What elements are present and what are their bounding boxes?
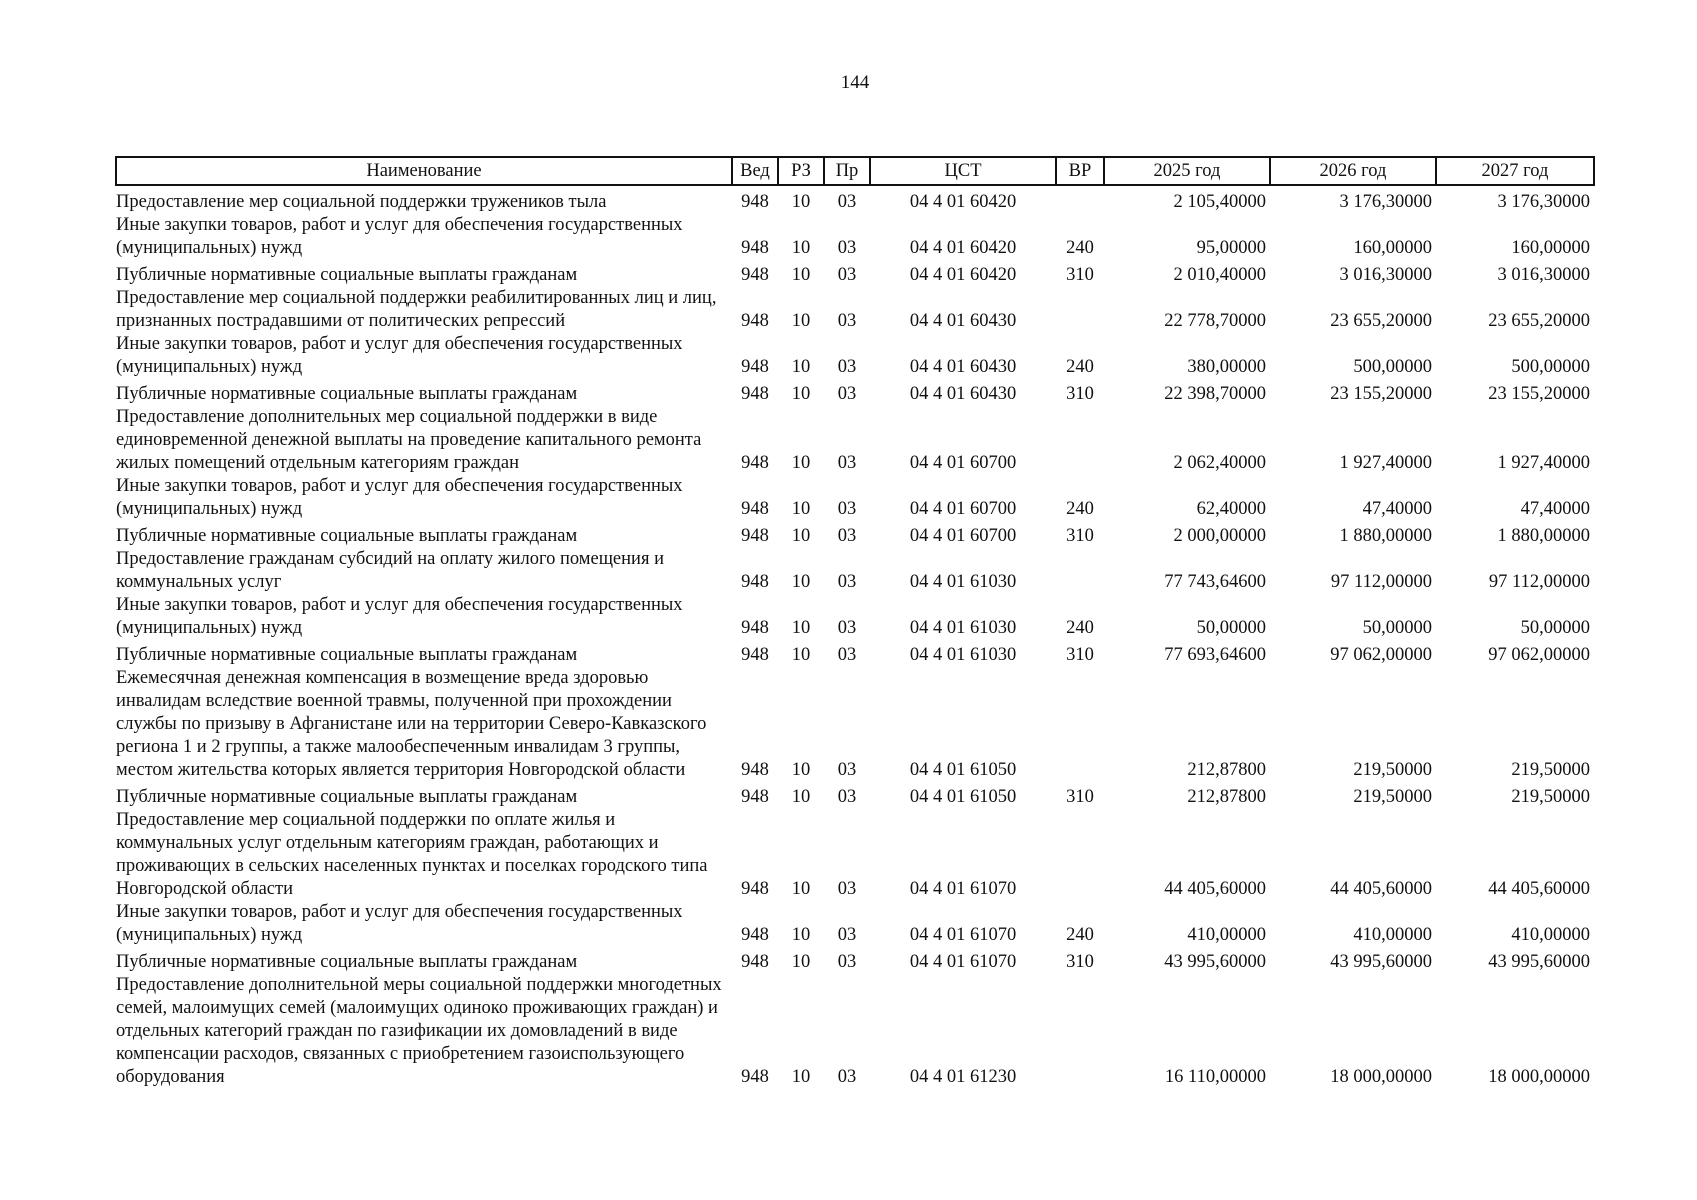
table-row	[116, 640, 1594, 667]
cell-2026: 3 016,30000	[1339, 265, 1432, 285]
table-row	[116, 379, 1594, 406]
cell-cst: 04 4 01 61030	[909, 645, 1017, 665]
cell-rz: 10	[791, 787, 811, 807]
cell-name: Публичные нормативные социальные выплаты гражданам	[116, 952, 578, 972]
cell-2027: 160,00000	[1511, 238, 1590, 258]
cell-vr	[1056, 667, 1104, 782]
cell-vr: 310	[1066, 265, 1094, 285]
cell-ved: 948	[741, 357, 769, 377]
cell-2026: 47,40000	[1362, 499, 1432, 519]
cell-2027: 47,40000	[1520, 499, 1590, 519]
cell-2027: 23 655,20000	[1488, 311, 1590, 331]
cell-name: Иные закупки товаров, работ и услуг для обеспечения государственных (муниципальных) нужд	[116, 476, 683, 519]
table-body	[116, 185, 1594, 1089]
cell-2026: 3 176,30000	[1339, 192, 1432, 212]
table-row	[116, 548, 1594, 594]
table-row	[116, 333, 1594, 379]
cell-2026: 23 655,20000	[1330, 311, 1432, 331]
cell-2025: 2 010,40000	[1173, 265, 1266, 285]
cell-cst: 04 4 01 61070	[909, 879, 1017, 899]
cell-rz: 10	[791, 645, 811, 665]
cell-2027: 18 000,00000	[1488, 1067, 1590, 1087]
cell-name: Предоставление дополнительных мер социальной поддержки в виде единовременной денежной выплаты на проведение капитального ремонта жилых помещений отдельным категориям граждан	[116, 407, 702, 473]
cell-2025: 2 000,00000	[1173, 526, 1266, 546]
cell-pr: 03	[837, 645, 857, 665]
cell-2026: 1 880,00000	[1339, 526, 1432, 546]
cell-vr: 240	[1066, 618, 1094, 638]
cell-2026: 160,00000	[1353, 238, 1432, 258]
cell-vr	[1056, 287, 1104, 333]
cell-name: Иные закупки товаров, работ и услуг для обеспечения государственных (муниципальных) нужд	[116, 215, 683, 258]
cell-2027: 3 016,30000	[1497, 265, 1590, 285]
cell-name: Публичные нормативные социальные выплаты гражданам	[116, 645, 578, 665]
cell-2025: 62,40000	[1196, 499, 1266, 519]
cell-2025: 212,87800	[1187, 760, 1266, 780]
header-2026: 2026 год	[1270, 157, 1436, 185]
cell-cst: 04 4 01 61030	[909, 572, 1017, 592]
table-row	[116, 521, 1594, 548]
cell-2026: 97 062,00000	[1330, 645, 1432, 665]
cell-name: Предоставление мер социальной поддержки тружеников тыла	[116, 192, 607, 212]
cell-name: Предоставление дополнительной меры социальной поддержки многодетных семей, малоимущих семей (малоимущих одиноко проживающих граждан) и отдельных категорий граждан по газификации их домовладений в виде компенсации расходов, связанных с приобретением газоиспользующего оборудования	[116, 975, 722, 1087]
cell-rz: 10	[791, 192, 811, 212]
cell-2027: 44 405,60000	[1488, 879, 1590, 899]
cell-2027: 3 176,30000	[1497, 192, 1590, 212]
cell-2027: 23 155,20000	[1488, 384, 1590, 404]
cell-name: Иные закупки товаров, работ и услуг для обеспечения государственных (муниципальных) нужд	[116, 595, 683, 638]
cell-vr: 310	[1066, 952, 1094, 972]
cell-pr: 03	[837, 192, 857, 212]
cell-cst: 04 4 01 60430	[909, 311, 1017, 331]
cell-name: Публичные нормативные социальные выплаты гражданам	[116, 787, 578, 807]
cell-2026: 219,50000	[1353, 787, 1432, 807]
cell-vr: 310	[1066, 787, 1094, 807]
header-2025: 2025 год	[1104, 157, 1270, 185]
cell-ved: 948	[741, 384, 769, 404]
cell-pr: 03	[837, 618, 857, 638]
cell-2025: 43 995,60000	[1164, 952, 1266, 972]
table-row	[116, 947, 1594, 974]
cell-pr: 03	[837, 1067, 857, 1087]
cell-ved: 948	[741, 925, 769, 945]
cell-2025: 50,00000	[1196, 618, 1266, 638]
cell-vr: 240	[1066, 238, 1094, 258]
cell-2027: 97 112,00000	[1488, 572, 1590, 592]
cell-name: Предоставление гражданам субсидий на оплату жилого помещения и коммунальных услуг	[116, 549, 664, 592]
cell-ved: 948	[741, 618, 769, 638]
cell-name: Предоставление мер социальной поддержки реабилитированных лиц и лиц, признанных пострадавшими от политических репрессий	[116, 288, 717, 331]
header-cst: ЦСТ	[870, 157, 1056, 185]
cell-ved: 948	[741, 879, 769, 899]
cell-cst: 04 4 01 61070	[909, 925, 1017, 945]
table-row	[116, 214, 1594, 260]
cell-2027: 97 062,00000	[1488, 645, 1590, 665]
cell-ved: 948	[741, 760, 769, 780]
cell-2026: 1 927,40000	[1339, 453, 1432, 473]
cell-ved: 948	[741, 572, 769, 592]
cell-pr: 03	[837, 572, 857, 592]
cell-pr: 03	[837, 453, 857, 473]
cell-cst: 04 4 01 61230	[909, 1067, 1017, 1087]
cell-pr: 03	[837, 265, 857, 285]
cell-vr	[1056, 974, 1104, 1089]
cell-rz: 10	[791, 879, 811, 899]
cell-2025: 22 778,70000	[1164, 311, 1266, 331]
cell-cst: 04 4 01 61030	[909, 618, 1017, 638]
cell-vr: 310	[1066, 526, 1094, 546]
cell-2025: 77 693,64600	[1164, 645, 1266, 665]
cell-2026: 50,00000	[1362, 618, 1432, 638]
page-number: 144	[840, 72, 870, 93]
table-row	[116, 809, 1594, 901]
cell-pr: 03	[837, 357, 857, 377]
cell-pr: 03	[837, 238, 857, 258]
table-row	[116, 667, 1594, 782]
cell-ved: 948	[741, 1067, 769, 1087]
cell-2027: 219,50000	[1511, 760, 1590, 780]
cell-pr: 03	[837, 499, 857, 519]
cell-name: Ежемесячная денежная компенсация в возмещение вреда здоровью инвалидам вследствие военной травмы, полученной при прохождении службы по призыву в Афганистане или на территории Северо-Кавказского региона 1 и 2 группы, а также малообеспеченным инвалидам 3 группы, местом жительства которых является территория Новгородской области	[116, 668, 707, 780]
cell-vr: 240	[1066, 925, 1094, 945]
cell-2027: 410,00000	[1511, 925, 1590, 945]
cell-vr	[1056, 185, 1104, 214]
cell-cst: 04 4 01 60430	[909, 384, 1017, 404]
cell-pr: 03	[837, 952, 857, 972]
cell-ved: 948	[741, 238, 769, 258]
cell-2027: 500,00000	[1511, 357, 1590, 377]
cell-2026: 23 155,20000	[1330, 384, 1432, 404]
cell-ved: 948	[741, 787, 769, 807]
cell-vr: 310	[1066, 645, 1094, 665]
cell-pr: 03	[837, 925, 857, 945]
cell-2026: 97 112,00000	[1330, 572, 1432, 592]
table-row	[116, 475, 1594, 521]
cell-cst: 04 4 01 60420	[909, 192, 1017, 212]
table-row	[116, 260, 1594, 287]
cell-cst: 04 4 01 60700	[909, 499, 1017, 519]
cell-vr	[1056, 406, 1104, 475]
cell-cst: 04 4 01 61070	[909, 952, 1017, 972]
cell-pr: 03	[837, 787, 857, 807]
cell-2025: 2 105,40000	[1173, 192, 1266, 212]
cell-name: Предоставление мер социальной поддержки по оплате жилья и коммунальных услуг отдельным категориям граждан, работающих и проживающих в сельских населенных пунктах и поселках городского типа Новгородской области	[116, 810, 708, 899]
budget-table	[115, 156, 1595, 1089]
cell-2025: 410,00000	[1187, 925, 1266, 945]
cell-vr: 240	[1066, 357, 1094, 377]
cell-2026: 43 995,60000	[1330, 952, 1432, 972]
cell-cst: 04 4 01 60430	[909, 357, 1017, 377]
cell-vr	[1056, 548, 1104, 594]
cell-2025: 16 110,00000	[1164, 1067, 1266, 1087]
cell-2025: 22 398,70000	[1164, 384, 1266, 404]
cell-vr: 240	[1066, 499, 1094, 519]
cell-rz: 10	[791, 526, 811, 546]
cell-ved: 948	[741, 453, 769, 473]
header-pr: Пр	[824, 157, 870, 185]
cell-cst: 04 4 01 60420	[909, 238, 1017, 258]
cell-pr: 03	[837, 526, 857, 546]
cell-cst: 04 4 01 60700	[909, 526, 1017, 546]
table-row	[116, 287, 1594, 333]
cell-2025: 380,00000	[1187, 357, 1266, 377]
cell-rz: 10	[791, 572, 811, 592]
cell-2025: 212,87800	[1187, 787, 1266, 807]
cell-2027: 1 880,00000	[1497, 526, 1590, 546]
cell-pr: 03	[837, 760, 857, 780]
cell-rz: 10	[791, 384, 811, 404]
cell-pr: 03	[837, 384, 857, 404]
cell-2025: 44 405,60000	[1164, 879, 1266, 899]
header-ved: Вед	[732, 157, 778, 185]
cell-2027: 219,50000	[1511, 787, 1590, 807]
header-name: Наименование	[116, 157, 732, 185]
header-rz: РЗ	[778, 157, 824, 185]
cell-rz: 10	[791, 952, 811, 972]
cell-rz: 10	[791, 760, 811, 780]
cell-2025: 95,00000	[1196, 238, 1266, 258]
cell-2025: 2 062,40000	[1173, 453, 1266, 473]
table-header-row	[116, 157, 1594, 185]
cell-pr: 03	[837, 311, 857, 331]
cell-2026: 500,00000	[1353, 357, 1432, 377]
cell-rz: 10	[791, 925, 811, 945]
header-2027: 2027 год	[1436, 157, 1594, 185]
cell-2027: 50,00000	[1520, 618, 1590, 638]
cell-rz: 10	[791, 357, 811, 377]
cell-2026: 18 000,00000	[1330, 1067, 1432, 1087]
cell-vr	[1056, 809, 1104, 901]
cell-ved: 948	[741, 192, 769, 212]
header-vr: ВР	[1056, 157, 1104, 185]
cell-pr: 03	[837, 879, 857, 899]
table-row	[116, 594, 1594, 640]
cell-name: Публичные нормативные социальные выплаты гражданам	[116, 526, 578, 546]
cell-rz: 10	[791, 311, 811, 331]
table-row	[116, 974, 1594, 1089]
cell-rz: 10	[791, 265, 811, 285]
cell-2027: 43 995,60000	[1488, 952, 1590, 972]
cell-vr: 310	[1066, 384, 1094, 404]
cell-2026: 410,00000	[1353, 925, 1432, 945]
cell-2026: 44 405,60000	[1330, 879, 1432, 899]
cell-cst: 04 4 01 61050	[909, 787, 1017, 807]
cell-rz: 10	[791, 238, 811, 258]
cell-name: Иные закупки товаров, работ и услуг для обеспечения государственных (муниципальных) нужд	[116, 334, 683, 377]
cell-ved: 948	[741, 526, 769, 546]
cell-ved: 948	[741, 499, 769, 519]
cell-ved: 948	[741, 645, 769, 665]
cell-2026: 219,50000	[1353, 760, 1432, 780]
table-row	[116, 406, 1594, 475]
cell-cst: 04 4 01 61050	[909, 760, 1017, 780]
cell-rz: 10	[791, 618, 811, 638]
cell-ved: 948	[741, 952, 769, 972]
cell-rz: 10	[791, 499, 811, 519]
cell-rz: 10	[791, 1067, 811, 1087]
cell-2025: 77 743,64600	[1164, 572, 1266, 592]
cell-rz: 10	[791, 453, 811, 473]
table-row	[116, 901, 1594, 947]
cell-ved: 948	[741, 265, 769, 285]
cell-2027: 1 927,40000	[1497, 453, 1590, 473]
cell-name: Иные закупки товаров, работ и услуг для обеспечения государственных (муниципальных) нужд	[116, 902, 683, 945]
cell-cst: 04 4 01 60700	[909, 453, 1017, 473]
table-row	[116, 782, 1594, 809]
cell-name: Публичные нормативные социальные выплаты гражданам	[116, 265, 578, 285]
cell-cst: 04 4 01 60420	[909, 265, 1017, 285]
cell-ved: 948	[741, 311, 769, 331]
cell-name: Публичные нормативные социальные выплаты гражданам	[116, 384, 578, 404]
table-row	[116, 185, 1594, 214]
